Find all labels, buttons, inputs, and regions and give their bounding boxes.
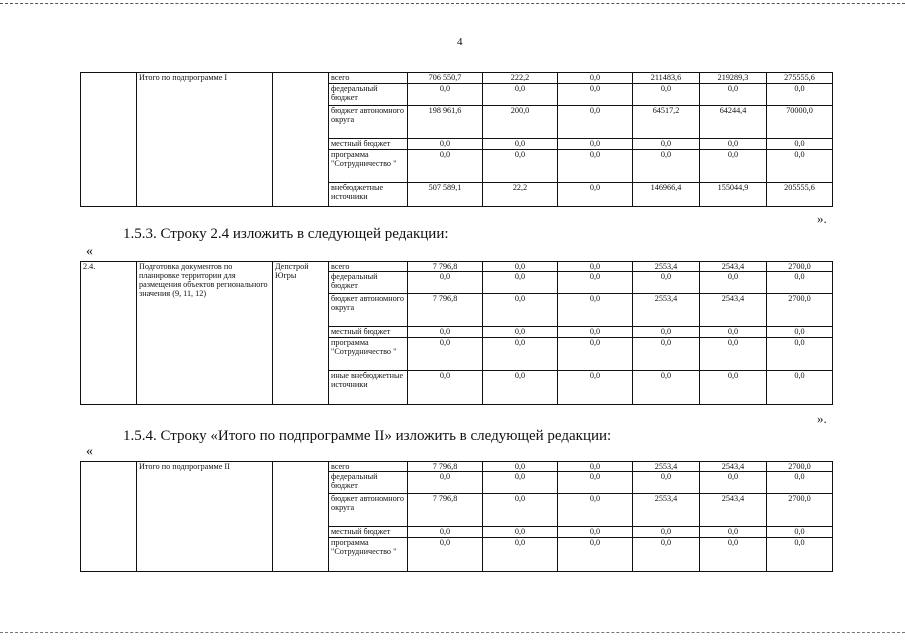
amount-cell: 155044,9 [700, 183, 767, 207]
funding-source-cell: программа "Сотрудничество " [329, 338, 408, 371]
amount-cell: 0,0 [558, 183, 633, 207]
amount-cell: 0,0 [767, 338, 833, 371]
amount-cell: 0,0 [558, 294, 633, 327]
amount-cell: 0,0 [558, 73, 633, 84]
amount-cell: 0,0 [767, 527, 833, 538]
amount-cell: 2553,4 [633, 294, 700, 327]
table-row [81, 462, 833, 472]
amount-cell: 0,0 [767, 139, 833, 150]
amount-cell: 2700,0 [767, 462, 833, 472]
subprogram-1-total-table [80, 72, 833, 207]
amount-cell: 64244,4 [700, 106, 767, 139]
page-number: 4 [457, 36, 463, 48]
amount-cell: 0,0 [700, 371, 767, 405]
amount-cell: 0,0 [483, 327, 558, 338]
amount-cell: 0,0 [408, 150, 483, 183]
amount-cell: 0,0 [558, 150, 633, 183]
amount-cell: 219289,3 [700, 73, 767, 84]
funding-source-cell: всего [329, 262, 408, 272]
funding-source-cell: программа "Сотрудничество " [329, 538, 408, 572]
section-1-5-3-heading: 1.5.3. Строку 2.4 изложить в следующей редакции: [123, 226, 449, 242]
funding-source-cell: всего [329, 73, 408, 84]
amount-cell: 0,0 [408, 472, 483, 494]
amount-cell: 0,0 [767, 538, 833, 572]
amount-cell: 0,0 [558, 272, 633, 294]
amount-cell: 22,2 [483, 183, 558, 207]
amount-cell: 0,0 [483, 272, 558, 294]
amount-cell: 0,0 [633, 150, 700, 183]
amount-cell: 198 961,6 [408, 106, 483, 139]
amount-cell: 0,0 [558, 371, 633, 405]
amount-cell: 0,0 [483, 472, 558, 494]
amount-cell: 0,0 [633, 527, 700, 538]
funding-source-cell: внебюджетные источники [329, 183, 408, 207]
funding-source-cell: бюджет автономного округа [329, 294, 408, 327]
event-name-cell: Итого по подпрограмме I [137, 73, 273, 207]
amount-cell: 0,0 [408, 84, 483, 106]
amount-cell: 211483,6 [633, 73, 700, 84]
amount-cell: 0,0 [408, 371, 483, 405]
amount-cell: 0,0 [700, 472, 767, 494]
amount-cell: 2543,4 [700, 262, 767, 272]
amount-cell: 0,0 [700, 84, 767, 106]
amount-cell: 2700,0 [767, 262, 833, 272]
amount-cell: 0,0 [558, 338, 633, 371]
amount-cell: 0,0 [483, 84, 558, 106]
amount-cell: 0,0 [558, 262, 633, 272]
amount-cell: 507 589,1 [408, 183, 483, 207]
amount-cell: 0,0 [483, 338, 558, 371]
funding-source-cell: местный бюджет [329, 327, 408, 338]
amount-cell: 0,0 [408, 527, 483, 538]
amount-cell: 205555,6 [767, 183, 833, 207]
table-row [81, 73, 833, 84]
amount-cell: 0,0 [767, 327, 833, 338]
funding-source-cell: бюджет автономного округа [329, 494, 408, 527]
amount-cell: 64517,2 [633, 106, 700, 139]
amount-cell: 0,0 [558, 462, 633, 472]
amount-cell: 0,0 [483, 294, 558, 327]
amount-cell: 70000,0 [767, 106, 833, 139]
amount-cell: 2553,4 [633, 494, 700, 527]
amount-cell: 0,0 [558, 327, 633, 338]
funding-source-cell: федеральный бюджет [329, 84, 408, 106]
amount-cell: 0,0 [700, 538, 767, 572]
amount-cell: 0,0 [408, 139, 483, 150]
row-number-cell [81, 462, 137, 572]
amount-cell: 2543,4 [700, 294, 767, 327]
amount-cell: 0,0 [767, 371, 833, 405]
amount-cell: 2700,0 [767, 294, 833, 327]
scan-top-edge [0, 3, 905, 4]
amount-cell: 7 796,8 [408, 262, 483, 272]
closing-quote: ». [817, 411, 827, 426]
executor-cell: Депстрой Югры [273, 262, 329, 405]
amount-cell: 0,0 [633, 139, 700, 150]
amount-cell: 222,2 [483, 73, 558, 84]
amount-cell: 0,0 [700, 338, 767, 371]
amount-cell: 0,0 [767, 272, 833, 294]
amount-cell: 0,0 [558, 106, 633, 139]
amount-cell: 0,0 [483, 527, 558, 538]
amount-cell: 7 796,8 [408, 462, 483, 472]
opening-quote: « [86, 244, 93, 259]
row-2-4-table [80, 261, 833, 405]
amount-cell: 0,0 [700, 150, 767, 183]
amount-cell: 0,0 [633, 538, 700, 572]
funding-source-cell: федеральный бюджет [329, 472, 408, 494]
amount-cell: 0,0 [558, 538, 633, 572]
amount-cell: 0,0 [558, 472, 633, 494]
opening-quote: « [86, 444, 93, 459]
amount-cell: 0,0 [483, 462, 558, 472]
row-number-cell [81, 73, 137, 207]
amount-cell: 0,0 [558, 139, 633, 150]
amount-cell: 0,0 [483, 371, 558, 405]
amount-cell: 0,0 [483, 538, 558, 572]
amount-cell: 0,0 [408, 272, 483, 294]
amount-cell: 706 550,7 [408, 73, 483, 84]
amount-cell: 0,0 [700, 327, 767, 338]
amount-cell: 146966,4 [633, 183, 700, 207]
amount-cell: 7 796,8 [408, 494, 483, 527]
amount-cell: 0,0 [558, 527, 633, 538]
amount-cell: 2553,4 [633, 262, 700, 272]
amount-cell: 0,0 [633, 327, 700, 338]
section-1-5-4-heading: 1.5.4. Строку «Итого по подпрограмме II» изложить в следующей редакции: [123, 428, 612, 444]
row-number-cell: 2.4. [81, 262, 137, 405]
amount-cell: 7 796,8 [408, 294, 483, 327]
amount-cell: 0,0 [633, 338, 700, 371]
funding-source-cell: местный бюджет [329, 527, 408, 538]
amount-cell: 0,0 [558, 494, 633, 527]
amount-cell: 0,0 [700, 527, 767, 538]
amount-cell: 275555,6 [767, 73, 833, 84]
amount-cell: 2700,0 [767, 494, 833, 527]
executor-cell [273, 73, 329, 207]
amount-cell: 0,0 [700, 139, 767, 150]
scan-bottom-edge [0, 632, 905, 633]
amount-cell: 2543,4 [700, 462, 767, 472]
amount-cell: 0,0 [483, 262, 558, 272]
amount-cell: 0,0 [700, 272, 767, 294]
amount-cell: 0,0 [767, 472, 833, 494]
amount-cell: 0,0 [483, 139, 558, 150]
amount-cell: 2553,4 [633, 462, 700, 472]
table-row [81, 262, 833, 272]
amount-cell: 200,0 [483, 106, 558, 139]
funding-source-cell: местный бюджет [329, 139, 408, 150]
amount-cell: 0,0 [483, 150, 558, 183]
closing-quote: ». [817, 211, 827, 226]
funding-source-cell: бюджет автономного округа [329, 106, 408, 139]
amount-cell: 0,0 [633, 84, 700, 106]
funding-source-cell: федеральный бюджет [329, 272, 408, 294]
executor-cell [273, 462, 329, 572]
amount-cell: 0,0 [483, 494, 558, 527]
event-name-cell: Подготовка документов по планировке территории для размещения объектов регионального значения (9, 11, 12) [137, 262, 273, 405]
funding-source-cell: всего [329, 462, 408, 472]
amount-cell: 0,0 [767, 150, 833, 183]
amount-cell: 0,0 [408, 338, 483, 371]
amount-cell: 0,0 [633, 371, 700, 405]
funding-source-cell: иные внебюджетные источники [329, 371, 408, 405]
amount-cell: 0,0 [633, 272, 700, 294]
event-name-cell: Итого по подпрограмме II [137, 462, 273, 572]
funding-source-cell: программа "Сотрудничество " [329, 150, 408, 183]
amount-cell: 0,0 [558, 84, 633, 106]
amount-cell: 2543,4 [700, 494, 767, 527]
amount-cell: 0,0 [633, 472, 700, 494]
amount-cell: 0,0 [408, 538, 483, 572]
subprogram-2-total-table [80, 461, 833, 572]
amount-cell: 0,0 [408, 327, 483, 338]
amount-cell: 0,0 [767, 84, 833, 106]
